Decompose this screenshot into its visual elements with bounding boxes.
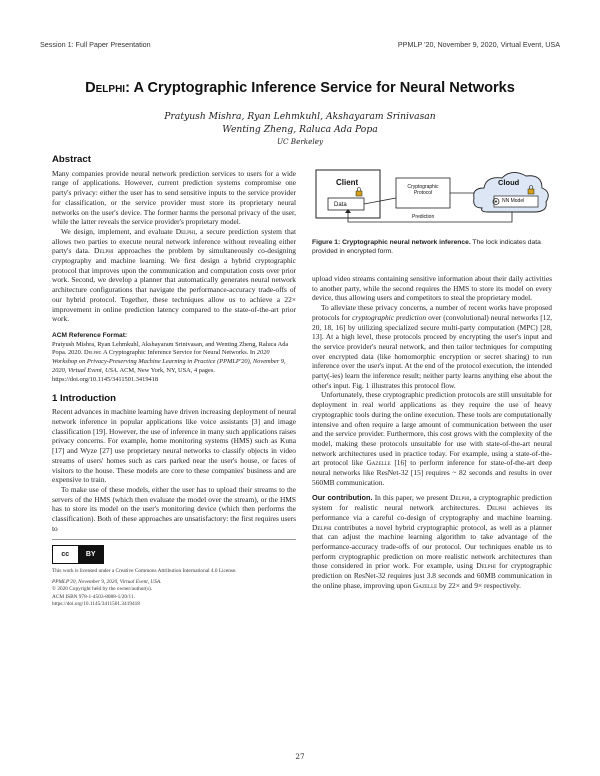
affiliation: UC Berkeley xyxy=(276,137,324,146)
figure-client-label: Client xyxy=(336,178,359,187)
figure-1 xyxy=(312,160,552,230)
license-text: This work is licensed under a Creative Commons Attribution International 4.0 License. xyxy=(52,568,237,575)
right-paragraph-1: upload video streams containing sensitive information about their daily activities to another party, while the second requires the HMS to store its model on every device, thus allowing users and competitors to steal the proprietary model. xyxy=(312,274,552,303)
authors xyxy=(0,110,600,136)
abstract-paragraph-2: We design, implement, and evaluate Delphi, a secure prediction system that allows two parties to execute neural network inference without revealing either party's data. Delphi approaches the problem by simultaneously co-designing cryptography and machine learning. We first design a hybrid cryptographic protocol that improves upon the communication and computation costs over prior work. Second, we develop a planner that automatically generates neural network architecture configurations that navigate the performance-accuracy trade-offs of our hybrid protocol. Together, these techniques allow us to achieve a 22× improvement in online prediction latency compared to the state-of-the-art prior work. xyxy=(52,226,296,324)
abstract-heading: Abstract xyxy=(52,154,91,165)
license-line-4: https://doi.org/10.1145/3411501.3419418 xyxy=(52,601,140,608)
figure-protocol-label: Cryptographic Protocol xyxy=(407,184,439,196)
running-header-left: Session 1: Full Paper Presentation xyxy=(40,40,151,49)
page-number: 27 xyxy=(295,752,305,761)
paper-title xyxy=(0,80,600,96)
figure-1-caption: Figure 1: Cryptographic neural network inference. The lock indicates data provided in encrypted form. xyxy=(312,239,541,255)
authors-line-1: Pratyush Mishra, Ryan Lehmkuhl, Akshayaram Srinivasan xyxy=(164,111,436,122)
license-line-2: © 2020 Copyright held by the owner/author(s). xyxy=(52,586,153,593)
authors-line-2: Wenting Zheng, Raluca Ada Popa xyxy=(222,124,378,135)
license-line-1: PPMLP'20, November 9, 2020, Virtual Event, USA. xyxy=(52,578,162,585)
left-column xyxy=(52,155,296,609)
figure-cloud-label: Cloud xyxy=(498,178,520,187)
intro-paragraph-1: Recent advances in machine learning have driven increasing deployment of neural network inference in popular applications like voice assistants [3] and image classification [19]. However, the use of inference in many such applications raises privacy concerns. For example, home monitoring systems (HMS) such as Kuna [17] and Wyze [27] use proprietary neural networks to classify objects in video streams of users' homes such as cars parked near the user's house, or faces of visitors to the house. These models are core to these companies' business and are expensive to train. xyxy=(52,407,296,485)
right-paragraph-3: Unfortunately, these cryptographic prediction protocols are still unsuitable for deployment in real world applications as they require the use of heavy cryptographic tools during the online execution. These tools are computationally intensive and often require a large amount of communication between the user and the service provider. Furthermore, this cost grows with the complexity of the model, making these protocols unsuitable for use with state-of-the-art neural network architectures used in practice today. For example, using a state-of-the-art protocol like Gazelle [16] to perform inference for state-of-the-art deep neural networks like ResNet-32 [15] requires ~ 82 seconds and results in over 560MB communication. xyxy=(312,390,552,487)
acm-reference-heading: ACM Reference Format: xyxy=(52,331,128,339)
intro-paragraph-2: To make use of these models, either the user has to upload their streams to the servers of the HMS (which then evaluate the model over the stream), or the HMS has to store its model on the user's monitoring device (which then performs the classification). Both of these approaches are unsatisfactory: the first requires users to xyxy=(52,484,296,533)
contribution-paragraph: Our contribution. In this paper, we present Delphi, a cryptographic prediction system for realistic neural network architectures. Delphi achieves its performance via a careful co-design of cryptography and machine learning. Delphi contributes a novel hybrid cryptographic protocol, as well as a planner that can adjust the machine learning algorithm to take advantage of the performance-accuracy trade-offs of our protocol. Our techniques enable us to perform cryptographic prediction on more realistic network architectures than those considered in prior work. For example, using Delphi for cryptographic prediction on ResNet-32 requires just 3.8 seconds and 60MB communication in the online phase, improving upon Gazelle by 22× and 9× respectively. xyxy=(312,493,553,590)
cc-by-badge xyxy=(52,545,104,564)
acm-reference-text: Pratyush Mishra, Ryan Lehmkuhl, Akshayaram Srinivasan, and Wenting Zheng, Raluca Ada Popa. 2020. Delphi: A Cryptographic Inference Service for Neural Networks. In 2020 Workshop on Privacy-Preserving Machine Learning in Practice (PPMLP'20), November 9, 2020, Virtual Event, USA. ACM, New York, NY, USA, 4 pages. https://doi.org/10.1145/3411501.3419418 xyxy=(52,340,289,383)
by-logo: BY xyxy=(79,546,104,563)
figure-model-label: NN Model xyxy=(502,198,525,204)
title-system-name: Delphi xyxy=(85,80,126,96)
license-line-3: ACM ISBN 978-1-4503-8088-1/20/11. xyxy=(52,593,135,600)
cc-logo: cc xyxy=(53,546,79,563)
license-block xyxy=(52,539,296,608)
right-column xyxy=(312,274,552,591)
right-paragraph-2: To alleviate these privacy concerns, a number of recent works have proposed protocols for cryptographic prediction over (convolutional) neural networks [12, 20, 18, 16] by utilizing specialized secure multi-party computation (MPC) [28, 13]. At a high level, these protocols proceed by encrypting the user's input and the service provider's neural network, and then tailor techniques for computing over encrypted data (like homomorphic encryption or secret sharing) to run inference over the user's input. At the end of the protocol execution, the intended party(-ies) learn the inference result; neither party learns anything else about the other's input. Fig. 1 illustrates this protocol flow. xyxy=(312,303,552,390)
figure-prediction-label: Prediction xyxy=(412,214,435,220)
figure-data-label: Data xyxy=(334,202,347,208)
lock-icon-data xyxy=(356,188,362,197)
introduction-heading: 1 Introduction xyxy=(52,392,116,404)
running-header-right: PPMLP '20, November 9, 2020, Virtual Event, USA xyxy=(397,40,560,49)
abstract-paragraph-1: Many companies provide neural network prediction services to users for a wide range of applications. However, current prediction systems compromise one party's privacy: either the user has to send sensitive inputs to the service provider for classification, or the service provider must store its proprietary neural networks on the user's device. The former harms the personal privacy of the user, while the latter reveals the service provider's proprietary model. xyxy=(52,168,296,227)
title-rest: : A Cryptographic Inference Service for Neural Networks xyxy=(125,80,515,96)
